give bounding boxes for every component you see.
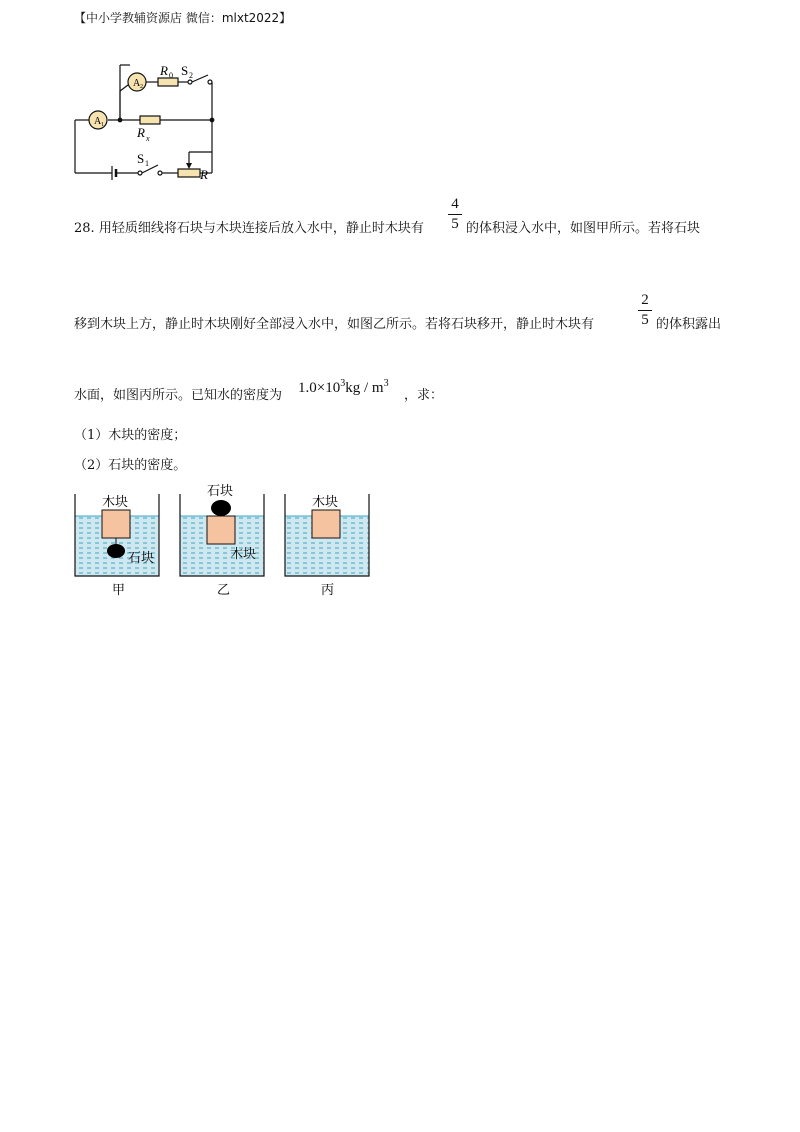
svg-text:2: 2 — [140, 84, 143, 90]
s2-label: S — [181, 63, 189, 78]
rx-label: R — [137, 125, 145, 140]
a2-label: A — [133, 78, 141, 89]
caption-jia: 甲 — [112, 583, 126, 598]
question-line-3-end: ，求： — [404, 388, 444, 403]
stone-label-yi: 石块 — [207, 484, 234, 499]
svg-text:0: 0 — [169, 71, 173, 80]
r0-label: R — [160, 63, 168, 78]
r0-resistor — [158, 78, 178, 86]
rheostat-label: R — [200, 167, 208, 182]
stone-yi — [211, 500, 231, 516]
beaker-yi — [180, 494, 264, 576]
svg-text:x: x — [146, 134, 150, 143]
wood-label-bing: 木块 — [312, 495, 339, 510]
question-line-2: 移到木块上方，静止时木块刚好全部浸入水中，如图乙所示。若将石块移开，静止时木块有 — [74, 317, 595, 332]
a1-label: A — [94, 116, 102, 127]
rx-resistor — [140, 116, 160, 124]
fraction-four-fifths: 4 5 — [448, 196, 462, 233]
circuit-diagram — [60, 55, 240, 190]
question-line-1: 28. 用轻质细线将石块与木块连接后放入水中，静止时木块有 — [74, 221, 424, 236]
stone-label-jia: 石块 — [128, 551, 155, 566]
stone-jia — [107, 544, 125, 558]
caption-yi: 乙 — [217, 583, 231, 598]
wood-block-yi — [207, 516, 235, 544]
fraction-two-fifths: 2 5 — [638, 292, 652, 329]
rheostat — [178, 169, 200, 177]
wood-block-jia — [102, 510, 130, 538]
page-header: 【中小学教辅资源店 微信：mlxt2022】 — [74, 11, 292, 25]
question-line-3: 水面，如图丙所示。已知水的密度为 — [74, 388, 283, 403]
wood-label-jia: 木块 — [102, 495, 129, 510]
svg-text:1: 1 — [101, 122, 104, 128]
beaker-figures — [70, 480, 380, 600]
caption-bing: 丙 — [321, 583, 335, 598]
s1-label: S — [137, 151, 145, 166]
wood-block-bing — [312, 510, 340, 538]
svg-text:2: 2 — [189, 71, 193, 80]
question-line-2-end: 的体积露出 — [656, 317, 722, 332]
wood-label-yi: 木块 — [230, 547, 257, 562]
water-density-value: $1.0\times 10^3kg / m^3$ — [298, 378, 389, 396]
sub-question-2: （2）石块的密度。 — [74, 458, 187, 473]
sub-question-1: （1）木块的密度； — [74, 428, 187, 443]
svg-text:1: 1 — [145, 159, 149, 168]
question-line-1-end: 的体积浸入水中，如图甲所示。若将石块 — [466, 221, 701, 236]
